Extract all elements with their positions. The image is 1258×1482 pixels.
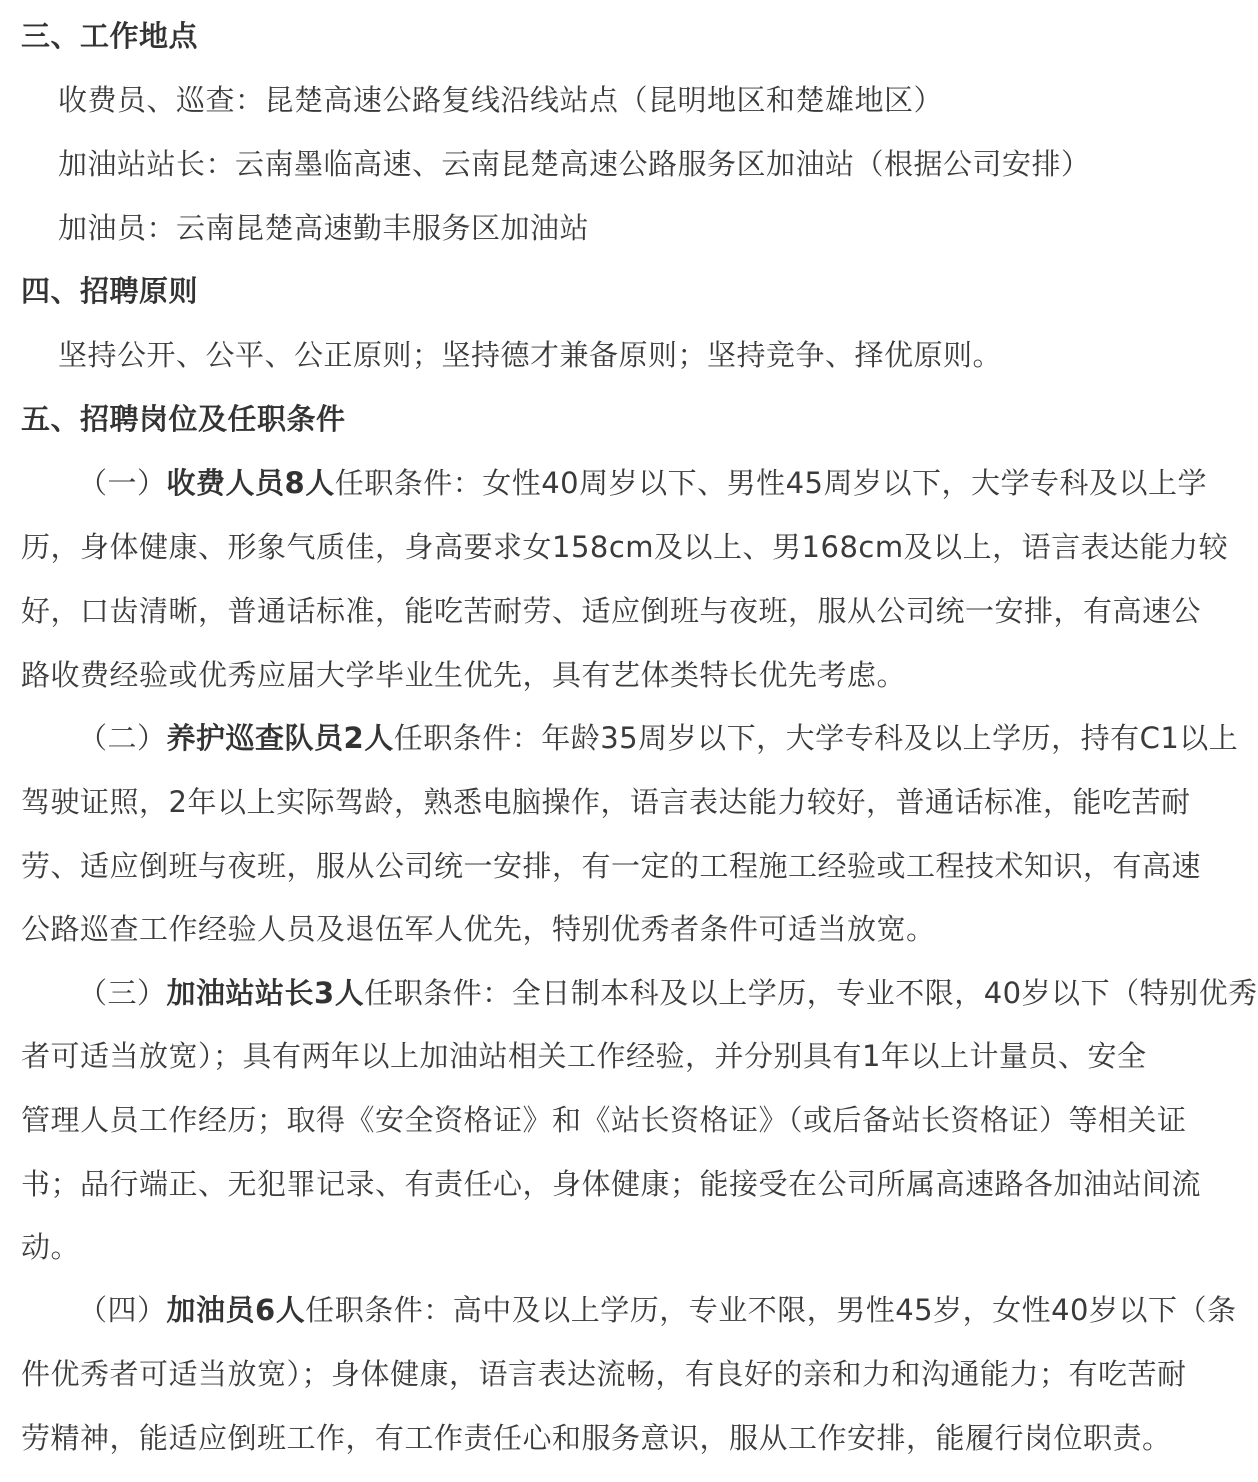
- work-location-line: 收费员、巡查：昆楚高速公路复线沿线站点（昆明地区和楚雄地区）: [58, 83, 944, 117]
- position-title: 加油员6人: [166, 1293, 306, 1327]
- position-item-first-line: [78, 718, 1238, 758]
- position-text-line: 管理人员工作经历；取得《安全资格证》和《站长资格证》（或后备站长资格证）等相关证: [21, 1103, 1187, 1137]
- position-text-line: 动。: [21, 1230, 81, 1264]
- position-text-line: 劳、适应倒班与夜班，服从公司统一安排，有一定的工程施工经验或工程技术知识，有高速: [21, 849, 1202, 883]
- section-heading-positions: 五、招聘岗位及任职条件: [21, 402, 346, 436]
- section-heading-work-location: 三、工作地点: [21, 19, 199, 53]
- position-text-line: 路收费经验或优秀应届大学毕业生优先，具有艺体类特长优先考虑。: [21, 658, 907, 692]
- principles-line: 坚持公开、公平、公正原则；坚持德才兼备原则；坚持竞争、择优原则。: [58, 338, 1003, 372]
- position-text-line: 书；品行端正、无犯罪记录、有责任心，身体健康；能接受在公司所属高速路各加油站间流: [21, 1167, 1202, 1201]
- position-text-line: 者可适当放宽）；具有两年以上加油站相关工作经验，并分别具有1年以上计量员、安全: [21, 1039, 1147, 1073]
- position-item-first-line: [78, 973, 1258, 1013]
- position-text-line: 劳精神，能适应倒班工作，有工作责任心和服务意识，服从工作安排，能履行岗位职责。: [21, 1421, 1172, 1455]
- position-requirements: 任职条件：年龄35周岁以下，大学专科及以上学历，持有C1以上: [393, 721, 1239, 755]
- position-text-line: 件优秀者可适当放宽）；身体健康，语言表达流畅，有良好的亲和力和沟通能力；有吃苦耐: [21, 1357, 1187, 1391]
- position-text-line: 历，身体健康、形象气质佳，身高要求女158cm及以上、男168cm及以上，语言表达能力较: [21, 530, 1229, 564]
- position-title: 养护巡查队员2人: [166, 721, 394, 755]
- position-title: 加油站站长3人: [166, 976, 365, 1010]
- position-text-line: 公路巡查工作经验人员及退伍军人优先，特别优秀者条件可适当放宽。: [21, 912, 936, 946]
- work-location-line: 加油站站长：云南墨临高速、云南昆楚高速公路服务区加油站（根据公司安排）: [58, 147, 1091, 181]
- position-item-first-line: [78, 463, 1207, 503]
- item-prefix: （三）: [78, 976, 167, 1010]
- position-requirements: 任职条件：女性40周岁以下、男性45周岁以下，大学专科及以上学: [334, 466, 1208, 500]
- work-location-line: 加油员：云南昆楚高速勤丰服务区加油站: [58, 211, 590, 245]
- position-requirements: 任职条件：全日制本科及以上学历，专业不限，40岁以下（特别优秀: [364, 976, 1258, 1010]
- position-requirements: 任职条件：高中及以上学历，专业不限，男性45岁，女性40岁以下（条: [305, 1293, 1237, 1327]
- item-prefix: （一）: [78, 466, 167, 500]
- section-heading-principles: 四、招聘原则: [21, 274, 199, 308]
- item-prefix: （四）: [78, 1293, 167, 1327]
- item-prefix: （二）: [78, 721, 167, 755]
- position-text-line: 驾驶证照，2年以上实际驾龄，熟悉电脑操作，语言表达能力较好，普通话标准，能吃苦耐: [21, 785, 1191, 819]
- position-item-first-line: [78, 1290, 1237, 1330]
- position-title: 收费人员8人: [166, 466, 335, 500]
- position-text-line: 好，口齿清晰，普通话标准，能吃苦耐劳、适应倒班与夜班，服从公司统一安排，有高速公: [21, 594, 1202, 628]
